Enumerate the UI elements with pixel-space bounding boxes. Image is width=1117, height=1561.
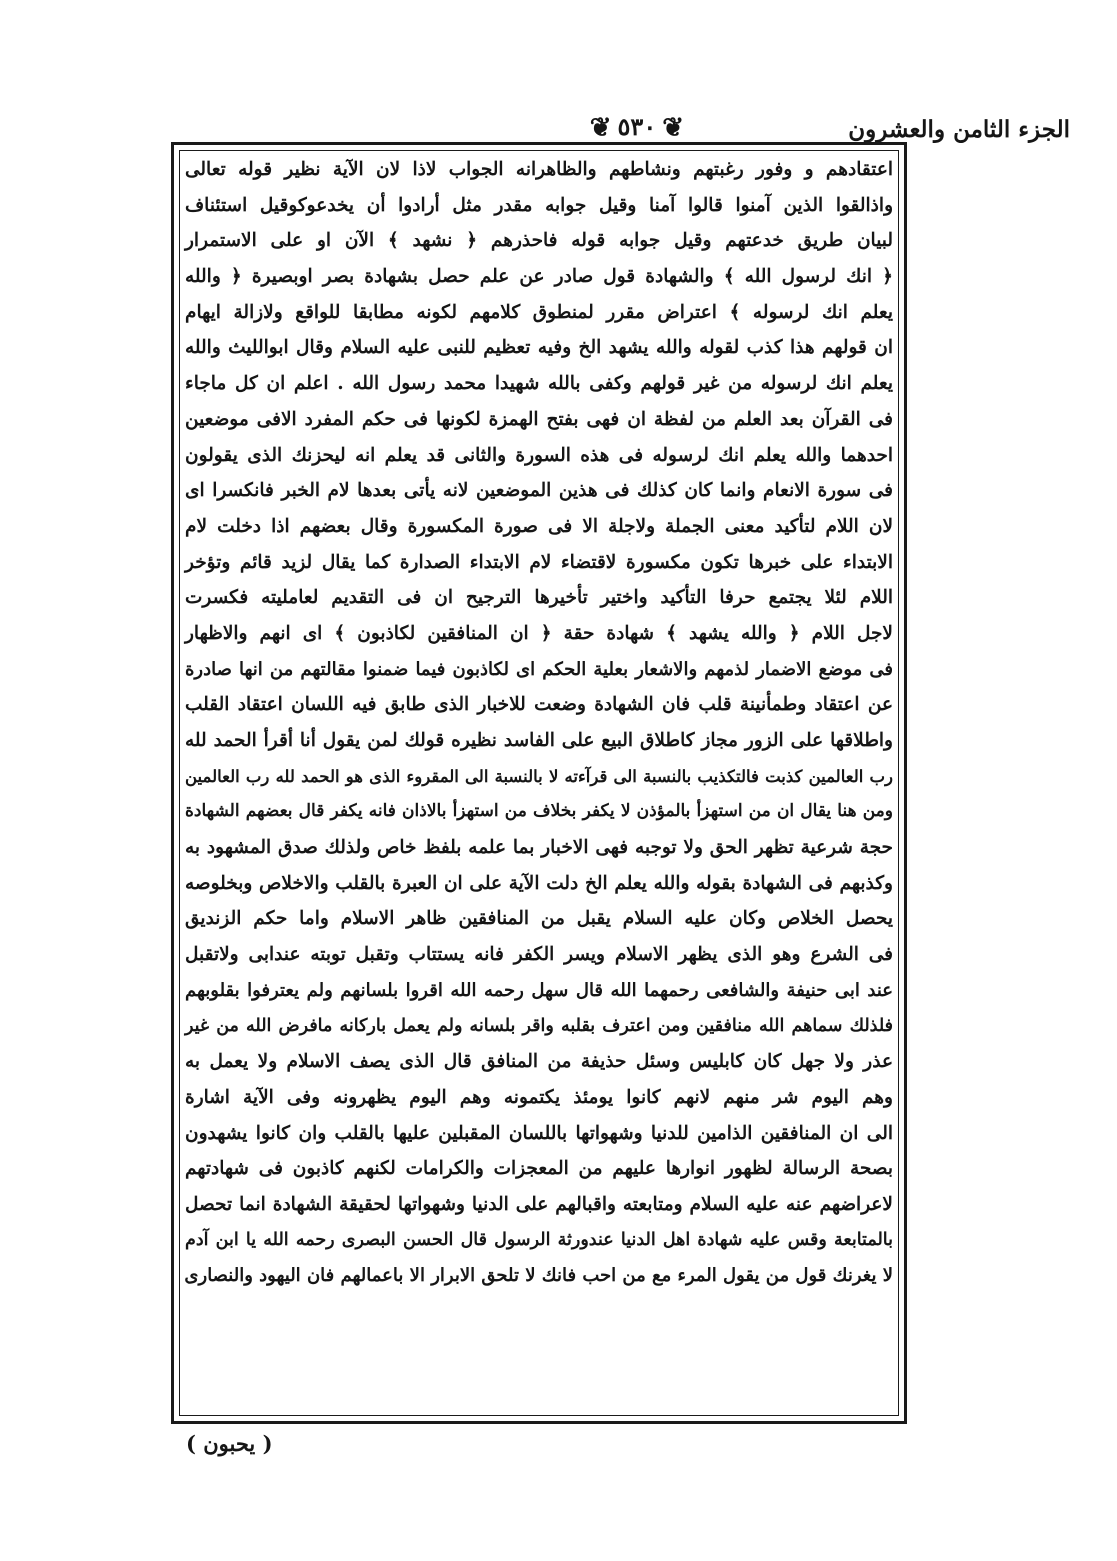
- text-line: فى القرآن بعد العلم من لفظة ان فهى بفتح الهمزة لكونها فى حكم المفرد الافى موضعين: [185, 408, 893, 430]
- text-line: ومن هنا يقال ان من استهزأ بالمؤذن لا يكفر بخلاف من استهزأ بالاذان فانه يكفر قال بعضهم الشهادة: [185, 801, 893, 822]
- text-line: واذالقوا الذين آمنوا قالوا آمنا وقيل جوابه مقدر مثل أرادوا أن يخدعوكوقيل استئناف: [185, 194, 893, 216]
- text-line: ان قولهم هذا كذب لقوله والله يشهد الخ وفيه تعظيم للنبى عليه السلام وقال ابوالليث والله: [185, 337, 893, 359]
- text-line: وهم اليوم شر منهم لانهم كانوا يومئذ يكتمونه وهم اليوم يظهرونه وفى الآية اشارة: [185, 1086, 893, 1108]
- text-line: واطلاقها على الزور مجاز كاطلاق البيع على الفاسد نظيره قولك لمن يقول أنا أقرأ الحمد لله: [185, 730, 893, 751]
- text-line: يعلم انك لرسوله ﴾ اعتراض مقرر لمنطوق كلامهم لكونه مطابقا للواقع ولازالة ايهام: [185, 301, 893, 323]
- text-line: ﴿ انك لرسول الله ﴾ والشهادة قول صادر عن علم حصل بشهادة بصر اوبصيرة ﴿ والله: [185, 266, 893, 288]
- text-line: عن اعتقاد وطمأنينة قلب فان الشهادة وضعت للاخبار الذى طابق فيه اللسان اعتقاد القلب: [185, 694, 893, 716]
- text-line: اللام لئلا يجتمع حرفا التأكيد واختير تأخيرها الترجيح ان فى التقديم لعامليته فكسرت: [185, 587, 893, 609]
- text-line: فى موضع الاضمار لذمهم والاشعار بعلية الحكم اى لكاذبون فيما ضمنوا مقالتهم من انها صادرة: [185, 658, 893, 680]
- text-line: عند ابى حنيفة والشافعى رحمهما الله قال سهل رحمه الله اقروا بلسانهم ولم يعترفوا بقلوبهم: [185, 979, 893, 1001]
- body-text: [181, 152, 897, 1414]
- text-line: لاعراضهم عنه عليه السلام ومتابعته واقبالهم على الدنيا وشهواتها لحقيقة الشهادة انما تحصل: [185, 1193, 893, 1215]
- text-line: وكذبهم فى الشهادة بقوله والله يعلم الخ دلت الآية على ان العبرة بالقلب والاخلاص وبخلوصه: [185, 872, 893, 894]
- text-line: يعلم انك لرسوله من غير قولهم وكفى بالله شهيدا محمد رسول الله . اعلم ان كل ماجاء: [185, 373, 893, 395]
- ornament-left-icon: ❦: [589, 113, 612, 143]
- text-line: الى ان المنافقين الذامين للدنيا وشهواتها باللسان المقبلين عليها بالقلب وان كانوا يشهدون: [185, 1122, 893, 1144]
- text-line: رب العالمين كذبت فالتكذيب بالنسبة الى قرآءته لا بالنسبة الى المقروء الذى هو الحمد لله رب العالمين: [185, 766, 893, 786]
- text-line: فى الشرع وهو الذى يظهر الاسلام ويسر الكفر فانه يستتاب وتقبل توبته عندابى ولاتقبل: [185, 944, 893, 966]
- ornament-right-icon: ❦: [662, 113, 684, 143]
- text-line: يحصل الخلاص وكان عليه السلام يقبل من المنافقين ظاهر الاسلام واما حكم الزنديق: [185, 908, 893, 930]
- text-line: بالمتابعة وقس عليه شهادة اهل الدنيا عندورثة الرسول قال الحسن البصرى رحمه الله يا ابن آدم: [185, 1229, 893, 1250]
- text-line: اعتقادهم و وفور رغبتهم ونشاطهم والظاهرانه الجواب لاذا لان الآية نظير قوله تعالى: [185, 159, 893, 180]
- page-number-group: [584, 112, 690, 142]
- text-line: الابتداء على خبرها تكون مكسورة لاقتضاء لام الابتداء الصدارة كما يقال لزيد قائم وتؤخر: [185, 551, 893, 573]
- catchword: ( يحبون ): [186, 1431, 273, 1456]
- text-line: فى سورة الانعام وانما كان كذلك فى هذين الموضعين لانه يأتى بعدها لام الخبر فانكسرا اى: [185, 480, 893, 502]
- text-line: بصحة الرسالة لظهور انوارها عليهم من المعجزات والكرامات لكنهم كاذبون فى شهادتهم: [185, 1158, 893, 1180]
- text-line: احدهما والله يعلم انك لرسوله فى هذه السورة والثانى قد يعلم انه ليحزنك الذى يقولون: [185, 444, 893, 466]
- text-line: عذر ولا جهل كان كابليس وسئل حذيفة من المنافق قال الذى يصف الاسلام ولا يعمل به: [185, 1051, 893, 1073]
- text-line: لا يغرنك قول من يقول المرء مع من احب فانك لا تلحق الابرار الا باعمالهم فان اليهود والنصارى: [184, 1265, 893, 1287]
- text-line: لبيان طريق خدعتهم وقيل جوابه قوله فاحذرهم ﴿ نشهد ﴾ الآن او على الاستمرار: [185, 230, 893, 252]
- text-line: لاجل اللام ﴿ والله يشهد ﴾ شهادة حقة ﴿ ان المنافقين لكاذبون ﴾ اى انهم والاظهار: [185, 622, 893, 644]
- volume-title: الجزء الثامن والعشرون: [848, 116, 1070, 143]
- page-number: ٥٣٠: [617, 112, 657, 141]
- text-line: فلذلك سماهم الله منافقين ومن اعترف بقلبه واقر بلسانه ولم يعمل باركانه مافرض الله من غير: [185, 1015, 893, 1036]
- text-line: لان اللام لتأكيد معنى الجملة ولاجلة الا فى صورة المكسورة وقال بعضهم اذا دخلت لام: [185, 515, 893, 537]
- text-line: حجة شرعية تظهر الحق ولا توجبه فهى الاخبار بما علمه بلفظ خاص ولذلك صدق المشهود به: [185, 837, 893, 859]
